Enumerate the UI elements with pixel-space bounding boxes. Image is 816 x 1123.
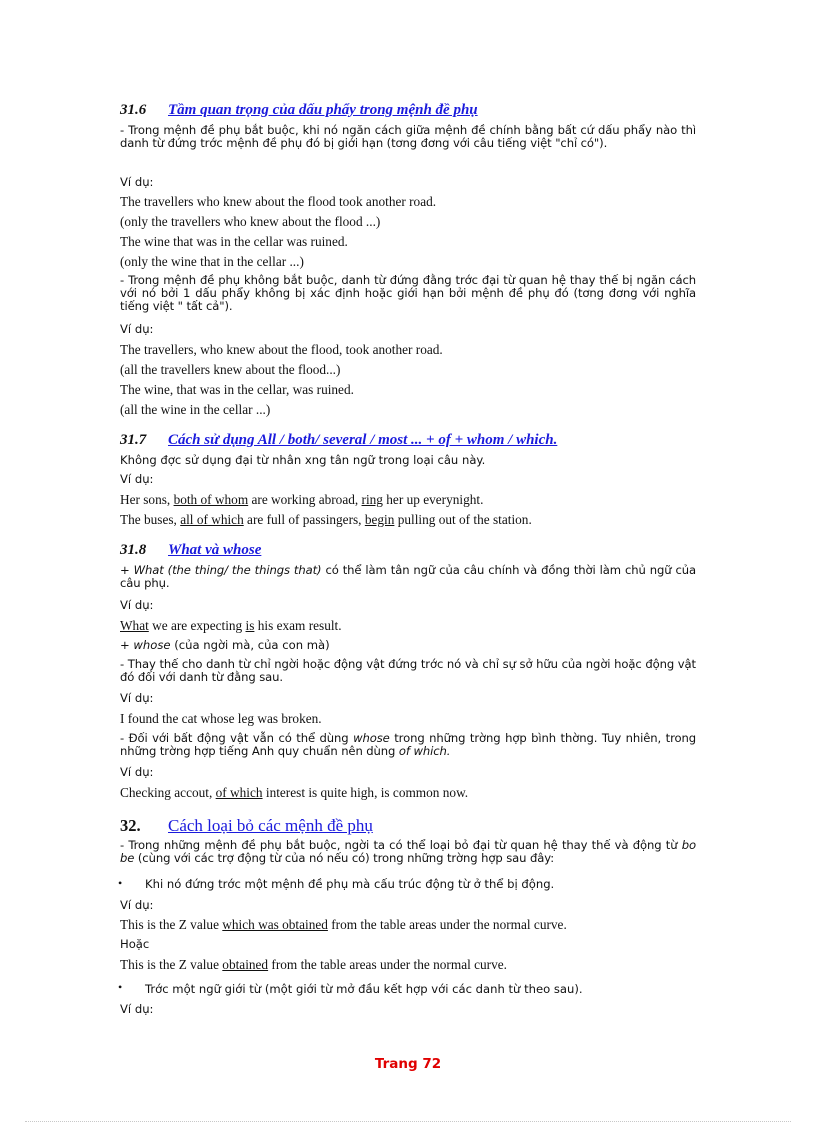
- example-line: What we are expecting is his exam result.: [120, 618, 342, 633]
- section-title-link[interactable]: Cách loại bỏ các mệnh đề phụ: [168, 816, 373, 835]
- section-number: 31.8: [120, 542, 147, 558]
- example-line: (only the travellers who knew about the flood ...): [120, 214, 381, 229]
- example-line: (all the wine in the cellar ...): [120, 402, 271, 417]
- example-line: (all the travellers knew about the flood...): [120, 362, 341, 377]
- paragraph: - Trong mệnh đề phụ bắt buộc, khi nó ngăn cách giữa mệnh đề chính bằng bất cứ dấu phẩy nào thì danh từ đứng trớc mệnh đề phụ đó bị giới hạn (tơng đơng với câu tiếng việt "chỉ có").: [120, 123, 696, 150]
- section-heading-31-7: [120, 432, 557, 449]
- section-number: 31.6: [120, 102, 147, 118]
- example-line: This is the Z value which was obtained from the table areas under the normal curve.: [120, 917, 567, 932]
- example-label: Ví dụ:: [120, 322, 154, 336]
- example-line: The travellers who knew about the flood took another road.: [120, 194, 437, 209]
- example-line: The wine, that was in the cellar, was ruined.: [120, 382, 354, 397]
- section-title-link[interactable]: Tầm quan trọng của dấu phẩy trong mệnh đề phụ: [168, 102, 478, 118]
- bullet-text: Khi nó đứng trớc một mệnh đề phụ mà cấu trúc động từ ở thể bị động.: [145, 877, 555, 891]
- example-line: (only the wine that in the cellar ...): [120, 254, 304, 269]
- section-heading-31-8: [120, 542, 261, 559]
- section-heading-32: [120, 816, 373, 836]
- page-number: Trang 72: [374, 1056, 442, 1072]
- example-label: Ví dụ:: [120, 175, 154, 189]
- section-title-link[interactable]: Cách sử dụng All / both/ several / most ... + of + whom / which.: [168, 432, 558, 448]
- example-label: Ví dụ:: [120, 472, 154, 486]
- paragraph: - Thay thế cho danh từ chỉ ngời hoặc động vật đứng trớc nó và chỉ sự sở hữu của ngời hoặc động vật đó đối với danh từ đằng sau.: [120, 657, 696, 684]
- example-line: I found the cat whose leg was broken.: [120, 711, 322, 726]
- paragraph: - Trong những mệnh đề phụ bắt buộc, ngời ta có thể loại bỏ đại từ quan hệ thay thế và động từ bo be (cùng với các trợ động từ của nó nếu có) trong những trờng hợp sau đây:: [120, 838, 696, 865]
- section-number: 31.7: [120, 432, 147, 448]
- example-label: Ví dụ:: [120, 898, 154, 912]
- example-line: This is the Z value obtained from the table areas under the normal curve.: [120, 957, 507, 972]
- bullet-text: Trớc một ngữ giới từ (một giới từ mở đầu kết hợp với các danh từ theo sau).: [145, 982, 583, 996]
- example-label: Ví dụ:: [120, 691, 154, 705]
- section-number: 32.: [120, 816, 141, 835]
- paragraph: Không đợc sử dụng đại từ nhân xng tân ngữ trong loại câu này.: [120, 453, 486, 467]
- section-heading-31-6: [120, 102, 478, 119]
- example-line: Checking accout, of which interest is quite high, is common now.: [120, 785, 469, 800]
- bullet-icon: •: [118, 980, 123, 994]
- example-label: Ví dụ:: [120, 1002, 154, 1016]
- bullet-icon: •: [118, 876, 123, 890]
- example-label: Ví dụ:: [120, 765, 154, 779]
- example-line: The buses, all of which are full of passingers, begin pulling out of the station.: [120, 512, 532, 527]
- example-line: Her sons, both of whom are working abroad, ring her up everynight.: [120, 492, 484, 507]
- section-title-link[interactable]: What và whose: [168, 542, 262, 558]
- connector-text: Hoặc: [120, 937, 150, 951]
- example-line: The travellers, who knew about the flood, took another road.: [120, 342, 443, 357]
- paragraph: - Đối với bất động vật vẫn có thể dùng whose trong những trờng hợp bình thờng. Tuy nhiên, trong những trờng hợp tiếng Anh quy chuẩn nên dùng of which.: [120, 731, 697, 758]
- example-line: The wine that was in the cellar was ruined.: [120, 234, 348, 249]
- paragraph: - Trong mệnh đề phụ không bắt buộc, danh từ đứng đằng trớc đại từ quan hệ thay thế bị ngăn cách với nó bởi 1 dấu phẩy không bị xác định hoặc giới hạn bởi mệnh đề phụ đó (tơng đơng với nghĩa tiếng việt " tất cả").: [120, 273, 696, 313]
- footer-divider: [25, 1121, 791, 1122]
- paragraph: + whose (của ngời mà, của con mà): [120, 638, 330, 652]
- example-label: Ví dụ:: [120, 598, 154, 612]
- paragraph: + What (the thing/ the things that) có thể làm tân ngữ của câu chính và đồng thời làm chủ ngữ của câu phụ.: [120, 563, 696, 590]
